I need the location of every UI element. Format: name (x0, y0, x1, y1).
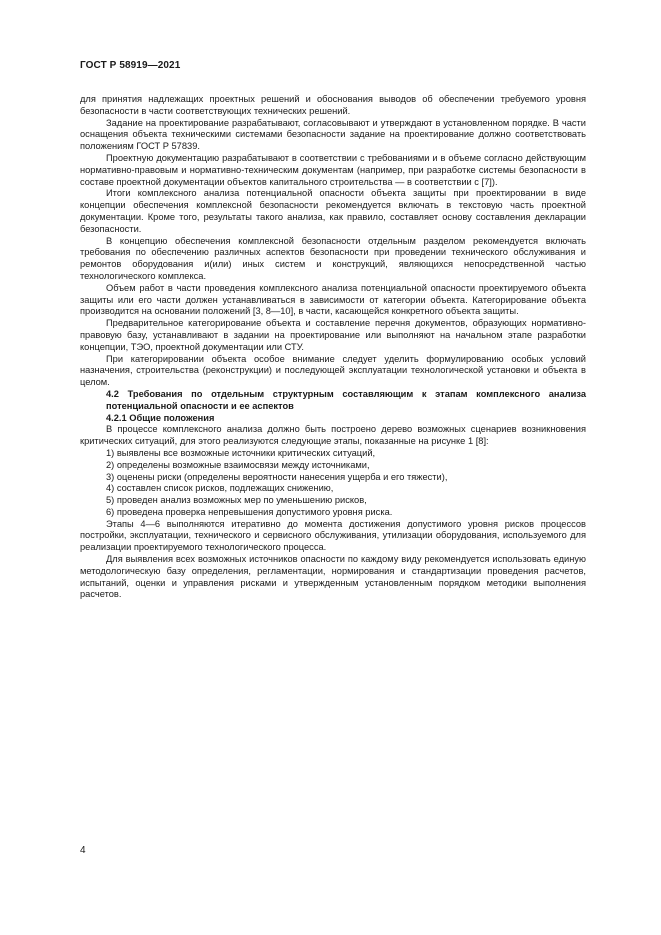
document-body (80, 94, 586, 601)
paragraph: Объем работ в части проведения комплексного анализа потенциальной опасности проектируемого объекта защиты или его части должен устанавливаться в зависимости от категории объекта. Категорирование объекта производится на основании положений [3, 8—10], в части, касающейся конкретного объекта защиты. (80, 282, 586, 317)
paragraph: Предварительное категорирование объекта и составление перечня документов, образующих нормативно-правовую базу, устанавливают в задании на проектирование или выполняют на начальном этапе разработки концепции, ТЭО, проектной документации или СТУ. (80, 318, 586, 352)
subsection-title: Общие положения (129, 412, 215, 423)
paragraph: В концепцию обеспечения комплексной безопасности отдельным разделом рекомендуется включать требования по обеспечению различных аспектов безопасности при проведении технического обслуживания и ремонтов оборудования и(или) иных систем и конструкций, являющихся непосредственной частью технологического комплекса. (80, 235, 586, 281)
document-header: ГОСТ Р 58919—2021 (80, 60, 181, 71)
subsection-heading-4-2-1 (80, 413, 586, 425)
list-item: 2) определены возможные взаимосвязи между источниками, (106, 459, 370, 470)
section-title: Требования по отдельным структурным составляющим к этапам комплексного анализа потенциальной опасности и ее аспектов (106, 388, 586, 411)
list-item: 3) оценены риски (определены вероятности нанесения ущерба и его тяжести), (106, 471, 448, 482)
list-item: 4) составлен список рисков, подлежащих снижению, (106, 483, 334, 494)
page-number: 4 (80, 845, 86, 856)
paragraph: Задание на проектирование разрабатывают, согласовывают и утверждают в установленном порядке. В части оснащения объекта техническими системами безопасности задание на проектирование должно соответствовать положениям ГОСТ Р 57839. (80, 117, 586, 152)
section-number: 4.2 (106, 388, 119, 399)
list-item: 1) выявлены все возможные источники критических ситуаций, (106, 447, 376, 458)
paragraph: Для выявления всех возможных источников опасности по каждому виду рекомендуется использовать единую методологическую базу определения, регламентации, нормирования и стандартизации проведения расчетов, испытаний, оценки и управления рисками и утвержденным установленным порядком методики выполнения расчетов. (80, 554, 586, 600)
list-item: 5) проведен анализ возможных мер по уменьшению рисков, (106, 495, 367, 506)
paragraph: Этапы 4—6 выполняются итеративно до момента достижения допустимого уровня рисков процессов постройки, эксплуатации, технического и сервисного обслуживания, утилизации оборудования, используемого для реализации проектируемого технологического процесса. (80, 518, 586, 553)
section-heading-4-2 (80, 389, 586, 413)
paragraph: В процессе комплексного анализа должно быть построено дерево возможных сценариев возникновения критических ситуаций, для этого реализуются следующие этапы, показанные на рисунке 1 [8]: (80, 424, 586, 447)
paragraph: Итоги комплексного анализа потенциальной опасности объекта защиты при проектировании в виде концепции обеспечения комплексной безопасности рекомендуется включать в текстовую часть проектной документации. Кроме того, результаты такого анализа, как правило, составляет основу составления декларации безопасности. (80, 188, 586, 234)
paragraph: При категорировании объекта особое внимание следует уделить формулированию особых условий назначения, строительства (реконструкции) и последующей эксплуатации технологической установки и объекта в целом. (80, 353, 586, 388)
subsection-number: 4.2.1 (106, 412, 127, 423)
paragraph-continuation: для принятия надлежащих проектных решений и обоснования выводов об обеспечении требуемого уровня безопасности в части соответствующих технических решений. (80, 94, 586, 116)
list-item: 6) проведена проверка непревышения допустимого уровня риска. (106, 506, 393, 517)
paragraph: Проектную документацию разрабатывают в соответствии с требованиями и в объеме согласно действующим нормативно-правовым и нормативно-техническим документам (например, при разработке системы безопасности в составе проектной документации объектов капитального строительства — в соответствии с [7]). (80, 152, 586, 187)
